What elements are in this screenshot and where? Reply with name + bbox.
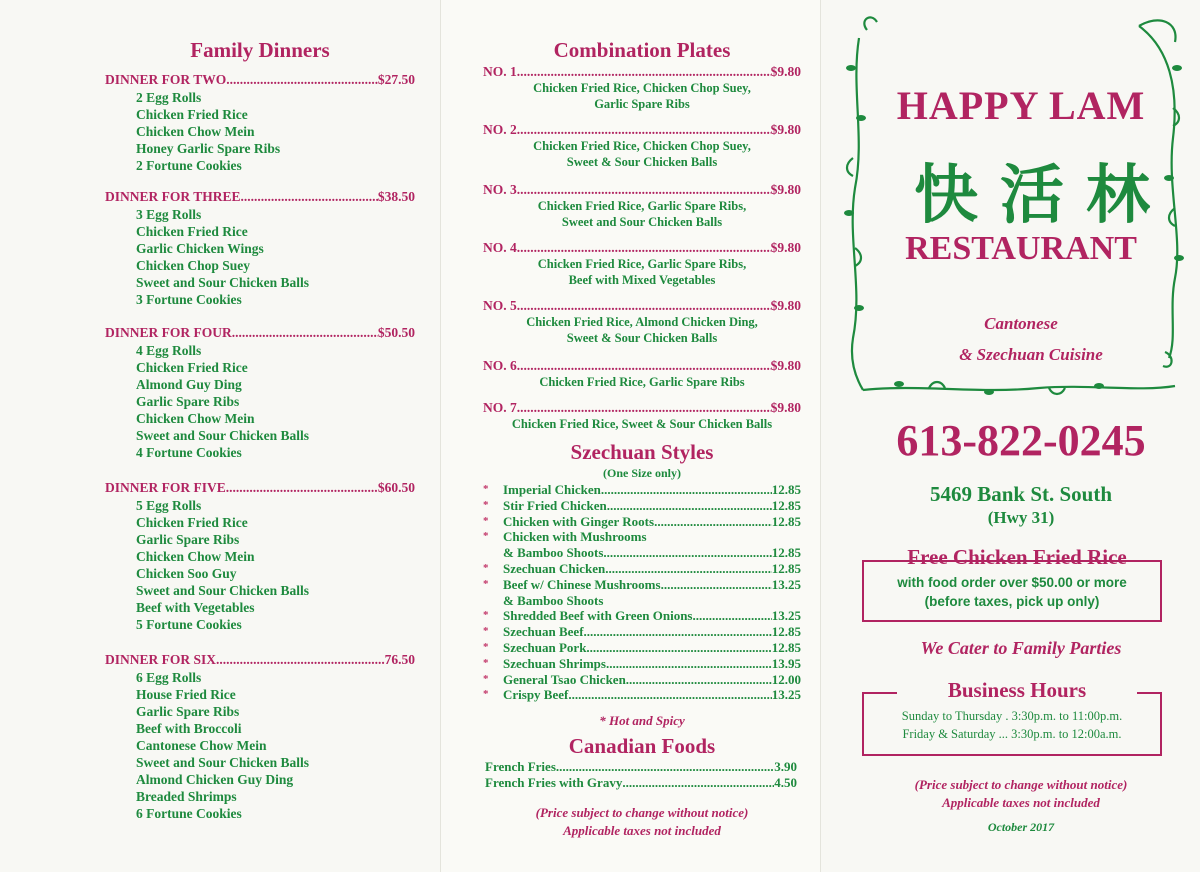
plate-contents: Beef with Mixed Vegetables	[568, 273, 716, 287]
dinner-item: 5 Fortune Cookies	[136, 617, 242, 632]
dinner-item: 5 Egg Rolls	[136, 498, 202, 513]
dinner-item: Garlic Spare Ribs	[136, 532, 240, 547]
dinner-item: Chicken Fried Rice	[136, 515, 248, 530]
canadian-item-price: 3.90	[774, 759, 797, 774]
szechuan-item-name: Stir Fried Chicken	[503, 497, 607, 513]
hours-line1: Sunday to Thursday . 3:30p.m. to 11:00p.m.	[901, 709, 1123, 723]
dinner-item: Chicken Fried Rice	[136, 107, 248, 122]
dinner-item: 3 Fortune Cookies	[136, 292, 242, 307]
szechuan-item-price: 12.85	[771, 482, 801, 497]
canadian-item-price: 4.50	[774, 774, 797, 790]
dot-leader	[517, 240, 771, 256]
szechuan-item	[483, 608, 801, 624]
dinner-items	[136, 497, 309, 633]
szechuan-item	[483, 672, 801, 688]
spicy-star-icon: *	[483, 656, 489, 669]
szechuan-item	[483, 687, 801, 703]
szechuan-item-name: Szechuan Beef	[503, 624, 584, 640]
spicy-star-icon: *	[483, 577, 489, 590]
dinner-items	[136, 89, 280, 174]
dinner-items	[136, 206, 309, 308]
dot-leader	[654, 514, 772, 530]
dinner-item: Chicken Fried Rice	[136, 360, 248, 375]
canadian-item-name: French Fries with Gravy	[485, 774, 623, 790]
dinner-item: Chicken Chow Mein	[136, 411, 255, 426]
dinner-price: $50.50	[377, 325, 415, 340]
plate-number: NO. 6	[483, 358, 517, 373]
price-notice-2	[861, 776, 1181, 836]
dinner-item: Garlic Spare Ribs	[136, 394, 240, 409]
dot-leader	[603, 545, 771, 561]
szechuan-item-price: 13.25	[771, 576, 801, 592]
szechuan-item	[483, 624, 801, 640]
plate-contents: Chicken Fried Rice, Garlic Spare Ribs	[539, 375, 745, 389]
dinner-item: 4 Egg Rolls	[136, 343, 202, 358]
dinner-header	[105, 189, 415, 205]
szechuan-list	[483, 482, 801, 703]
spicy-star-icon: *	[483, 561, 489, 574]
dinner-item: 2 Fortune Cookies	[136, 158, 242, 173]
price-notice-2-line2: Applicable taxes not included	[942, 795, 1100, 810]
szechuan-item-price: 12.85	[771, 513, 801, 529]
combination-plate	[483, 358, 801, 390]
dinner-name: DINNER FOR FIVE	[105, 480, 226, 495]
dinner-item: Sweet and Sour Chicken Balls	[136, 583, 310, 598]
dinner-item: Garlic Chicken Wings	[136, 241, 264, 256]
plate-number: NO. 2	[483, 122, 517, 137]
spicy-star-icon: *	[483, 688, 489, 701]
dot-leader	[517, 122, 771, 138]
plate-contents: Chicken Fried Rice, Almond Chicken Ding,	[526, 315, 758, 329]
dinner-item: Chicken Chow Mein	[136, 549, 255, 564]
dot-leader	[517, 182, 771, 198]
szechuan-item-name: Imperial Chicken	[503, 482, 601, 497]
spicy-star-icon: *	[483, 483, 489, 495]
dot-leader	[584, 624, 772, 640]
dinner-items	[136, 342, 309, 461]
plate-contents: Chicken Fried Rice, Chicken Chop Suey,	[533, 139, 751, 153]
promo-title: Free Chicken Fried Rice	[907, 545, 1127, 569]
szechuan-item-name: & Bamboo Shoots	[503, 592, 604, 608]
dot-leader	[586, 640, 771, 656]
spicy-star-icon: *	[483, 514, 489, 527]
dinner-item: 6 Egg Rolls	[136, 670, 202, 685]
dinner-price: 76.50	[384, 652, 415, 667]
szechuan-item-name: Chicken with Ginger Roots	[503, 513, 655, 529]
indent-spacer	[483, 593, 503, 609]
dinner-name: DINNER FOR SIX	[105, 652, 217, 667]
plate-number: NO. 1	[483, 64, 517, 79]
dinner-price: $60.50	[377, 480, 415, 495]
family-dinners-title: Family Dinners	[190, 38, 330, 62]
szechuan-item-price: 12.85	[771, 624, 801, 640]
canadian-foods-title: Canadian Foods	[568, 734, 716, 758]
dinner-item: Chicken Fried Rice	[136, 224, 248, 239]
combination-plate	[483, 400, 801, 432]
dinner-item: Breaded Shrimps	[136, 789, 237, 804]
dot-leader	[517, 358, 771, 374]
szechuan-item	[483, 529, 801, 545]
szechuan-item-price: 12.85	[771, 639, 801, 655]
szechuan-item-name: Crispy Beef	[503, 687, 569, 703]
szechuan-item-name: Shredded Beef with Green Onions	[503, 608, 693, 624]
dot-leader	[568, 687, 771, 703]
dinner-item: Chicken Chow Mein	[136, 124, 255, 139]
spicy-star-icon: *	[483, 672, 489, 685]
plate-contents: Chicken Fried Rice, Garlic Spare Ribs,	[537, 199, 747, 213]
restaurant-name-bottom: RESTAURANT	[905, 230, 1137, 267]
plate-header	[483, 64, 801, 80]
plate-price: $9.80	[770, 298, 801, 313]
dot-leader	[517, 400, 771, 416]
plate-number: NO. 3	[483, 182, 517, 197]
menu-date: October 2017	[987, 820, 1055, 834]
dot-leader	[692, 608, 771, 624]
dinner-header	[105, 652, 415, 668]
szechuan-item-name: Szechuan Shrimps	[503, 655, 606, 671]
dot-leader	[601, 482, 772, 498]
dinner-item: 6 Fortune Cookies	[136, 806, 242, 821]
combination-plate	[483, 182, 801, 230]
price-notice-2-line1: (Price subject to change without notice)	[914, 777, 1128, 792]
plate-price: $9.80	[770, 182, 801, 197]
dot-leader	[241, 189, 378, 205]
hours-title: Business Hours	[897, 678, 1137, 703]
szechuan-item-price: 13.25	[771, 687, 801, 703]
dot-leader	[606, 656, 772, 672]
dinner-item: Beef with Vegetables	[136, 600, 255, 615]
plate-contents: Garlic Spare Ribs	[594, 97, 690, 111]
plate-price: $9.80	[770, 400, 801, 415]
spicy-star-icon: *	[483, 609, 489, 622]
dinner-item: Chicken Chop Suey	[136, 258, 251, 273]
szechuan-item	[483, 656, 801, 672]
indent-spacer	[483, 545, 503, 561]
szechuan-item-price: 12.85	[771, 545, 801, 561]
plate-contents: Sweet & Sour Chicken Balls	[566, 331, 718, 345]
cuisine-line2: & Szechuan Cuisine	[959, 345, 1103, 364]
dot-leader	[232, 325, 378, 341]
szechuan-item-name: Chicken with Mushrooms	[503, 529, 647, 545]
szechuan-item	[483, 593, 801, 609]
price-notice	[483, 804, 801, 840]
szechuan-item	[483, 561, 801, 577]
dinner-item: Cantonese Chow Mein	[136, 738, 267, 753]
combination-plate	[483, 64, 801, 112]
hot-spicy-note: * Hot and Spicy	[599, 713, 685, 728]
szechuan-item	[483, 640, 801, 656]
dinner-item: Garlic Spare Ribs	[136, 704, 240, 719]
dot-leader	[517, 64, 771, 80]
promo-line1: with food order over $50.00 or more	[897, 575, 1127, 590]
dinner-item: Almond Chicken Guy Ding	[136, 772, 294, 787]
spicy-star-icon: *	[483, 640, 489, 653]
price-notice-line2: Applicable taxes not included	[563, 823, 721, 838]
dinner-items	[136, 669, 309, 822]
spicy-star-icon: *	[483, 498, 489, 511]
restaurant-name-top: HAPPY LAM	[896, 83, 1146, 128]
szechuan-subtitle: (One Size only)	[603, 466, 681, 480]
canadian-item	[485, 759, 797, 775]
hours-line2: Friday & Saturday ... 3:30p.m. to 12:00a.m.	[902, 727, 1122, 741]
dot-leader	[216, 652, 385, 668]
combination-plate	[483, 240, 801, 288]
plate-number: NO. 7	[483, 400, 517, 415]
dinner-item: Chicken Soo Guy	[136, 566, 237, 581]
plate-price: $9.80	[770, 240, 801, 255]
plate-header	[483, 298, 801, 314]
cater-note: We Cater to Family Parties	[920, 638, 1122, 658]
combination-plate	[483, 122, 801, 170]
dot-leader	[626, 672, 772, 688]
phone-number: 613-822-0245	[896, 416, 1146, 465]
dot-leader	[556, 759, 774, 775]
dinner-item: Almond Guy Ding	[136, 377, 242, 392]
plate-price: $9.80	[770, 358, 801, 373]
dinner-item: Sweet and Sour Chicken Balls	[136, 428, 310, 443]
plate-contents: Chicken Fried Rice, Garlic Spare Ribs,	[537, 257, 747, 271]
promo-line2: (before taxes, pick up only)	[924, 594, 1100, 609]
plate-price: $9.80	[770, 64, 801, 79]
plate-header	[483, 182, 801, 198]
price-notice-line1: (Price subject to change without notice)	[535, 805, 749, 820]
cuisine-line1: Cantonese	[984, 314, 1058, 333]
szechuan-item-name: Beef w/ Chinese Mushrooms	[503, 576, 661, 592]
highway: (Hwy 31)	[987, 508, 1055, 527]
plate-contents: Sweet & Sour Chicken Balls	[566, 155, 718, 169]
dinner-item: Sweet and Sour Chicken Balls	[136, 755, 310, 770]
plate-header	[483, 240, 801, 256]
szechuan-item	[483, 498, 801, 514]
plate-header	[483, 358, 801, 374]
spicy-star-icon: *	[483, 530, 489, 543]
szechuan-item-name: & Bamboo Shoots	[503, 545, 604, 561]
szechuan-item-name: Szechuan Chicken	[503, 560, 606, 576]
dinner-header	[105, 480, 415, 496]
dinner-price: $27.50	[377, 72, 415, 87]
szechuan-item-name: Szechuan Pork	[503, 639, 587, 655]
szechuan-item	[483, 577, 801, 593]
dinner-item: Beef with Broccoli	[136, 721, 242, 736]
combination-panel	[440, 0, 820, 872]
dinner-name: DINNER FOR THREE	[105, 189, 241, 204]
szechuan-item	[483, 514, 801, 530]
dot-leader	[517, 298, 771, 314]
dinner-item: 2 Egg Rolls	[136, 90, 202, 105]
dinner-item: Honey Garlic Spare Ribs	[136, 141, 281, 156]
dot-leader	[607, 498, 772, 514]
dinner-item: Sweet and Sour Chicken Balls	[136, 275, 310, 290]
plate-number: NO. 5	[483, 298, 517, 313]
dinner-item: House Fried Rice	[136, 687, 236, 702]
szechuan-item	[483, 545, 801, 561]
dot-leader	[605, 561, 772, 577]
dot-leader	[661, 577, 772, 593]
combination-plates-title: Combination Plates	[553, 38, 731, 62]
szechuan-item-price: 12.85	[771, 560, 801, 576]
dinner-header	[105, 325, 415, 341]
dot-leader	[226, 480, 378, 496]
szechuan-item-price: 13.95	[771, 655, 801, 671]
plate-number: NO. 4	[483, 240, 517, 255]
szechuan-item-price: 13.25	[771, 608, 801, 624]
plate-contents: Chicken Fried Rice, Sweet & Sour Chicken Balls	[511, 417, 773, 431]
szechuan-item-price: 12.00	[771, 671, 801, 687]
canadian-item	[485, 775, 797, 791]
plate-header	[483, 400, 801, 416]
brand-panel	[820, 0, 1200, 872]
dot-leader	[622, 775, 774, 791]
address: 5469 Bank St. South	[929, 482, 1113, 506]
plate-header	[483, 122, 801, 138]
dinner-item: 3 Egg Rolls	[136, 207, 202, 222]
dinner-item: 4 Fortune Cookies	[136, 445, 242, 460]
family-dinners-panel	[0, 0, 440, 872]
dot-leader	[226, 72, 378, 88]
spicy-star-icon: *	[483, 625, 489, 638]
plate-price: $9.80	[770, 122, 801, 137]
chinese-name: 快活林	[914, 159, 1172, 233]
plate-contents: Sweet and Sour Chicken Balls	[561, 215, 723, 229]
combination-plate	[483, 298, 801, 346]
szechuan-item	[483, 482, 801, 498]
dinner-header	[105, 72, 415, 88]
plate-contents: Chicken Fried Rice, Chicken Chop Suey,	[533, 81, 751, 95]
dinner-name: DINNER FOR FOUR	[105, 325, 232, 340]
canadian-list	[485, 759, 797, 791]
szechuan-styles-title: Szechuan Styles	[570, 440, 714, 464]
canadian-item-name: French Fries	[485, 759, 556, 774]
dinner-name: DINNER FOR TWO	[105, 72, 227, 87]
szechuan-item-name: General Tsao Chicken	[503, 671, 626, 687]
dinner-price: $38.50	[377, 189, 415, 204]
szechuan-item-price: 12.85	[771, 497, 801, 513]
